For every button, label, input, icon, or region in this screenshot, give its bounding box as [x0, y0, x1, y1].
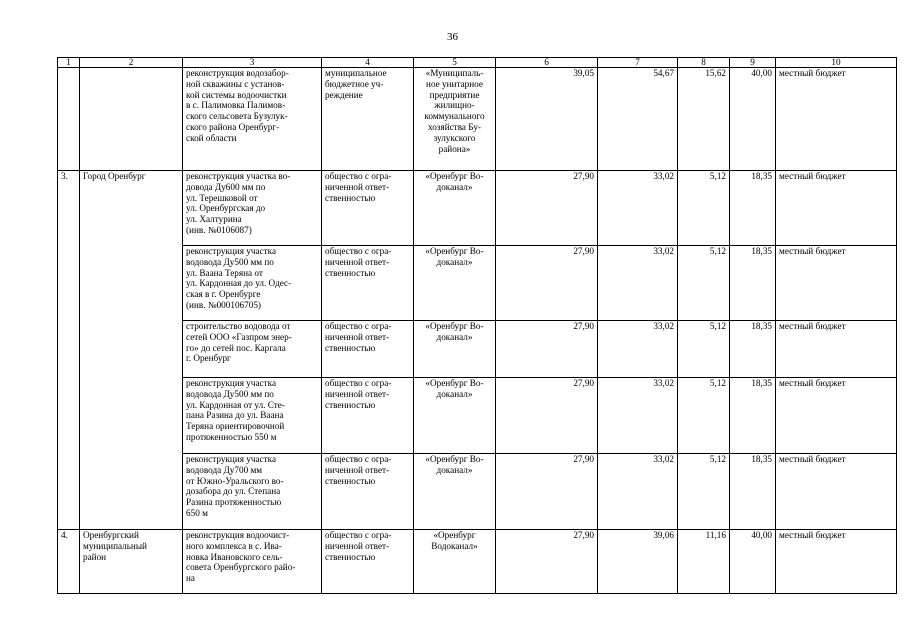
funding-source-cell: местный бюджет	[776, 171, 897, 246]
organization-cell: «Оренбург Во- доканал»	[414, 454, 496, 530]
column-header-4: 4	[322, 58, 414, 68]
value-cell-8: 11,16	[678, 530, 730, 594]
value-cell-8: 15,62	[678, 68, 730, 171]
organization-cell: «Оренбург Во- доканал»	[414, 321, 496, 378]
project-cell: реконструкция участка во- довода Ду600 мм по ул. Терешковой от ул. Оренбургская до ул. Халтурина (инв. №0106087)	[183, 171, 322, 246]
value-cell-6: 27,90	[496, 454, 598, 530]
org-form-cell: общество с огра- ниченной ответ- ственностью	[322, 454, 414, 530]
territory-cell	[80, 68, 183, 171]
org-form-cell: общество с огра- ниченной ответ- ственностью	[322, 530, 414, 594]
value-cell-9: 18,35	[730, 246, 776, 321]
org-form-cell: общество с огра- ниченной ответ- ственностью	[322, 321, 414, 378]
value-cell-9: 40,00	[730, 530, 776, 594]
value-cell-9: 40,00	[730, 68, 776, 171]
row-number-cell: 4.	[58, 530, 80, 594]
column-header-10: 10	[776, 58, 897, 68]
table-row	[58, 321, 897, 378]
funding-source-cell: местный бюджет	[776, 530, 897, 594]
project-cell: реконструкция участка водовода Ду500 мм по ул. Ваана Теряна от ул. Кардонная до ул. Одес- ская в г. Оренбурге (инв. №000106705)	[183, 246, 322, 321]
value-cell-9: 18,35	[730, 378, 776, 454]
value-cell-6: 27,90	[496, 171, 598, 246]
project-cell: реконструкция водоочист- ного комплекса в с. Ива- новка Ивановского сель- совета Оренбургского райо- на	[183, 530, 322, 594]
value-cell-7: 33,02	[598, 171, 678, 246]
value-cell-6: 39,05	[496, 68, 598, 171]
column-header-8: 8	[678, 58, 730, 68]
value-cell-6: 27,90	[496, 378, 598, 454]
project-cell: реконструкция водозабор- ной скважины с установ- кой системы водоочистки в с. Палимовка Палимов- ского сельсовета Бузулук- ского района Оренбург- ской области	[183, 68, 322, 171]
project-cell: строительство водовода от сетей ООО «Газпром энер- го» до сетей пос. Каргала г. Оренбург	[183, 321, 322, 378]
data-table	[57, 57, 897, 594]
funding-source-cell: местный бюджет	[776, 454, 897, 530]
project-cell: реконструкция участка водовода Ду500 мм по ул. Кардонная от ул. Сте- пана Разина до ул. Ваана Теряна ориентировочной протяженностью 550 м	[183, 378, 322, 454]
value-cell-8: 5,12	[678, 321, 730, 378]
column-header-1: 1	[58, 58, 80, 68]
column-header-3: 3	[183, 58, 322, 68]
value-cell-9: 18,35	[730, 454, 776, 530]
organization-cell: «Оренбург Водоканал»	[414, 530, 496, 594]
row-number-cell	[58, 68, 80, 171]
org-form-cell: общество с огра- ниченной ответ- ственностью	[322, 246, 414, 321]
value-cell-6: 27,90	[496, 246, 598, 321]
value-cell-9: 18,35	[730, 321, 776, 378]
value-cell-6: 27,90	[496, 530, 598, 594]
value-cell-7: 33,02	[598, 321, 678, 378]
value-cell-9: 18,35	[730, 171, 776, 246]
value-cell-7: 54,67	[598, 68, 678, 171]
table-row	[58, 378, 897, 454]
table-row	[58, 530, 897, 594]
table-row	[58, 246, 897, 321]
org-form-cell: муниципальное бюджетное уч- реждение	[322, 68, 414, 171]
value-cell-7: 39,06	[598, 530, 678, 594]
table-row	[58, 454, 897, 530]
value-cell-8: 5,12	[678, 378, 730, 454]
value-cell-8: 5,12	[678, 171, 730, 246]
value-cell-8: 5,12	[678, 454, 730, 530]
funding-source-cell: местный бюджет	[776, 246, 897, 321]
value-cell-7: 33,02	[598, 378, 678, 454]
organization-cell: «Оренбург Во- доканал»	[414, 171, 496, 246]
column-header-9: 9	[730, 58, 776, 68]
organization-cell: «Оренбург Во- доканал»	[414, 246, 496, 321]
funding-source-cell: местный бюджет	[776, 378, 897, 454]
table-row	[58, 68, 897, 171]
funding-source-cell: местный бюджет	[776, 321, 897, 378]
value-cell-7: 33,02	[598, 246, 678, 321]
row-number-cell: 3.	[58, 171, 80, 530]
value-cell-8: 5,12	[678, 246, 730, 321]
page-number: 36	[447, 31, 458, 43]
project-cell: реконструкция участка водовода Ду700 мм от Южно-Уральского во- дозабора до ул. Степана Разина протяженностью 650 м	[183, 454, 322, 530]
org-form-cell: общество с огра- ниченной ответ- ственностью	[322, 378, 414, 454]
value-cell-7: 33,02	[598, 454, 678, 530]
value-cell-6: 27,90	[496, 321, 598, 378]
territory-cell: Оренбургский муниципальный район	[80, 530, 183, 594]
header-row	[58, 58, 897, 68]
org-form-cell: общество с огра- ниченной ответ- ственностью	[322, 171, 414, 246]
funding-source-cell: местный бюджет	[776, 68, 897, 171]
column-header-5: 5	[414, 58, 496, 68]
column-header-6: 6	[496, 58, 598, 68]
column-header-2: 2	[80, 58, 183, 68]
territory-cell: Город Оренбург	[80, 171, 183, 530]
organization-cell: «Муниципаль- ное унитарное предприятие жилищно- коммунального хозяйства Бу- зулукского района»	[414, 68, 496, 171]
table-row	[58, 171, 897, 246]
column-header-7: 7	[598, 58, 678, 68]
organization-cell: «Оренбург Во- доканал»	[414, 378, 496, 454]
